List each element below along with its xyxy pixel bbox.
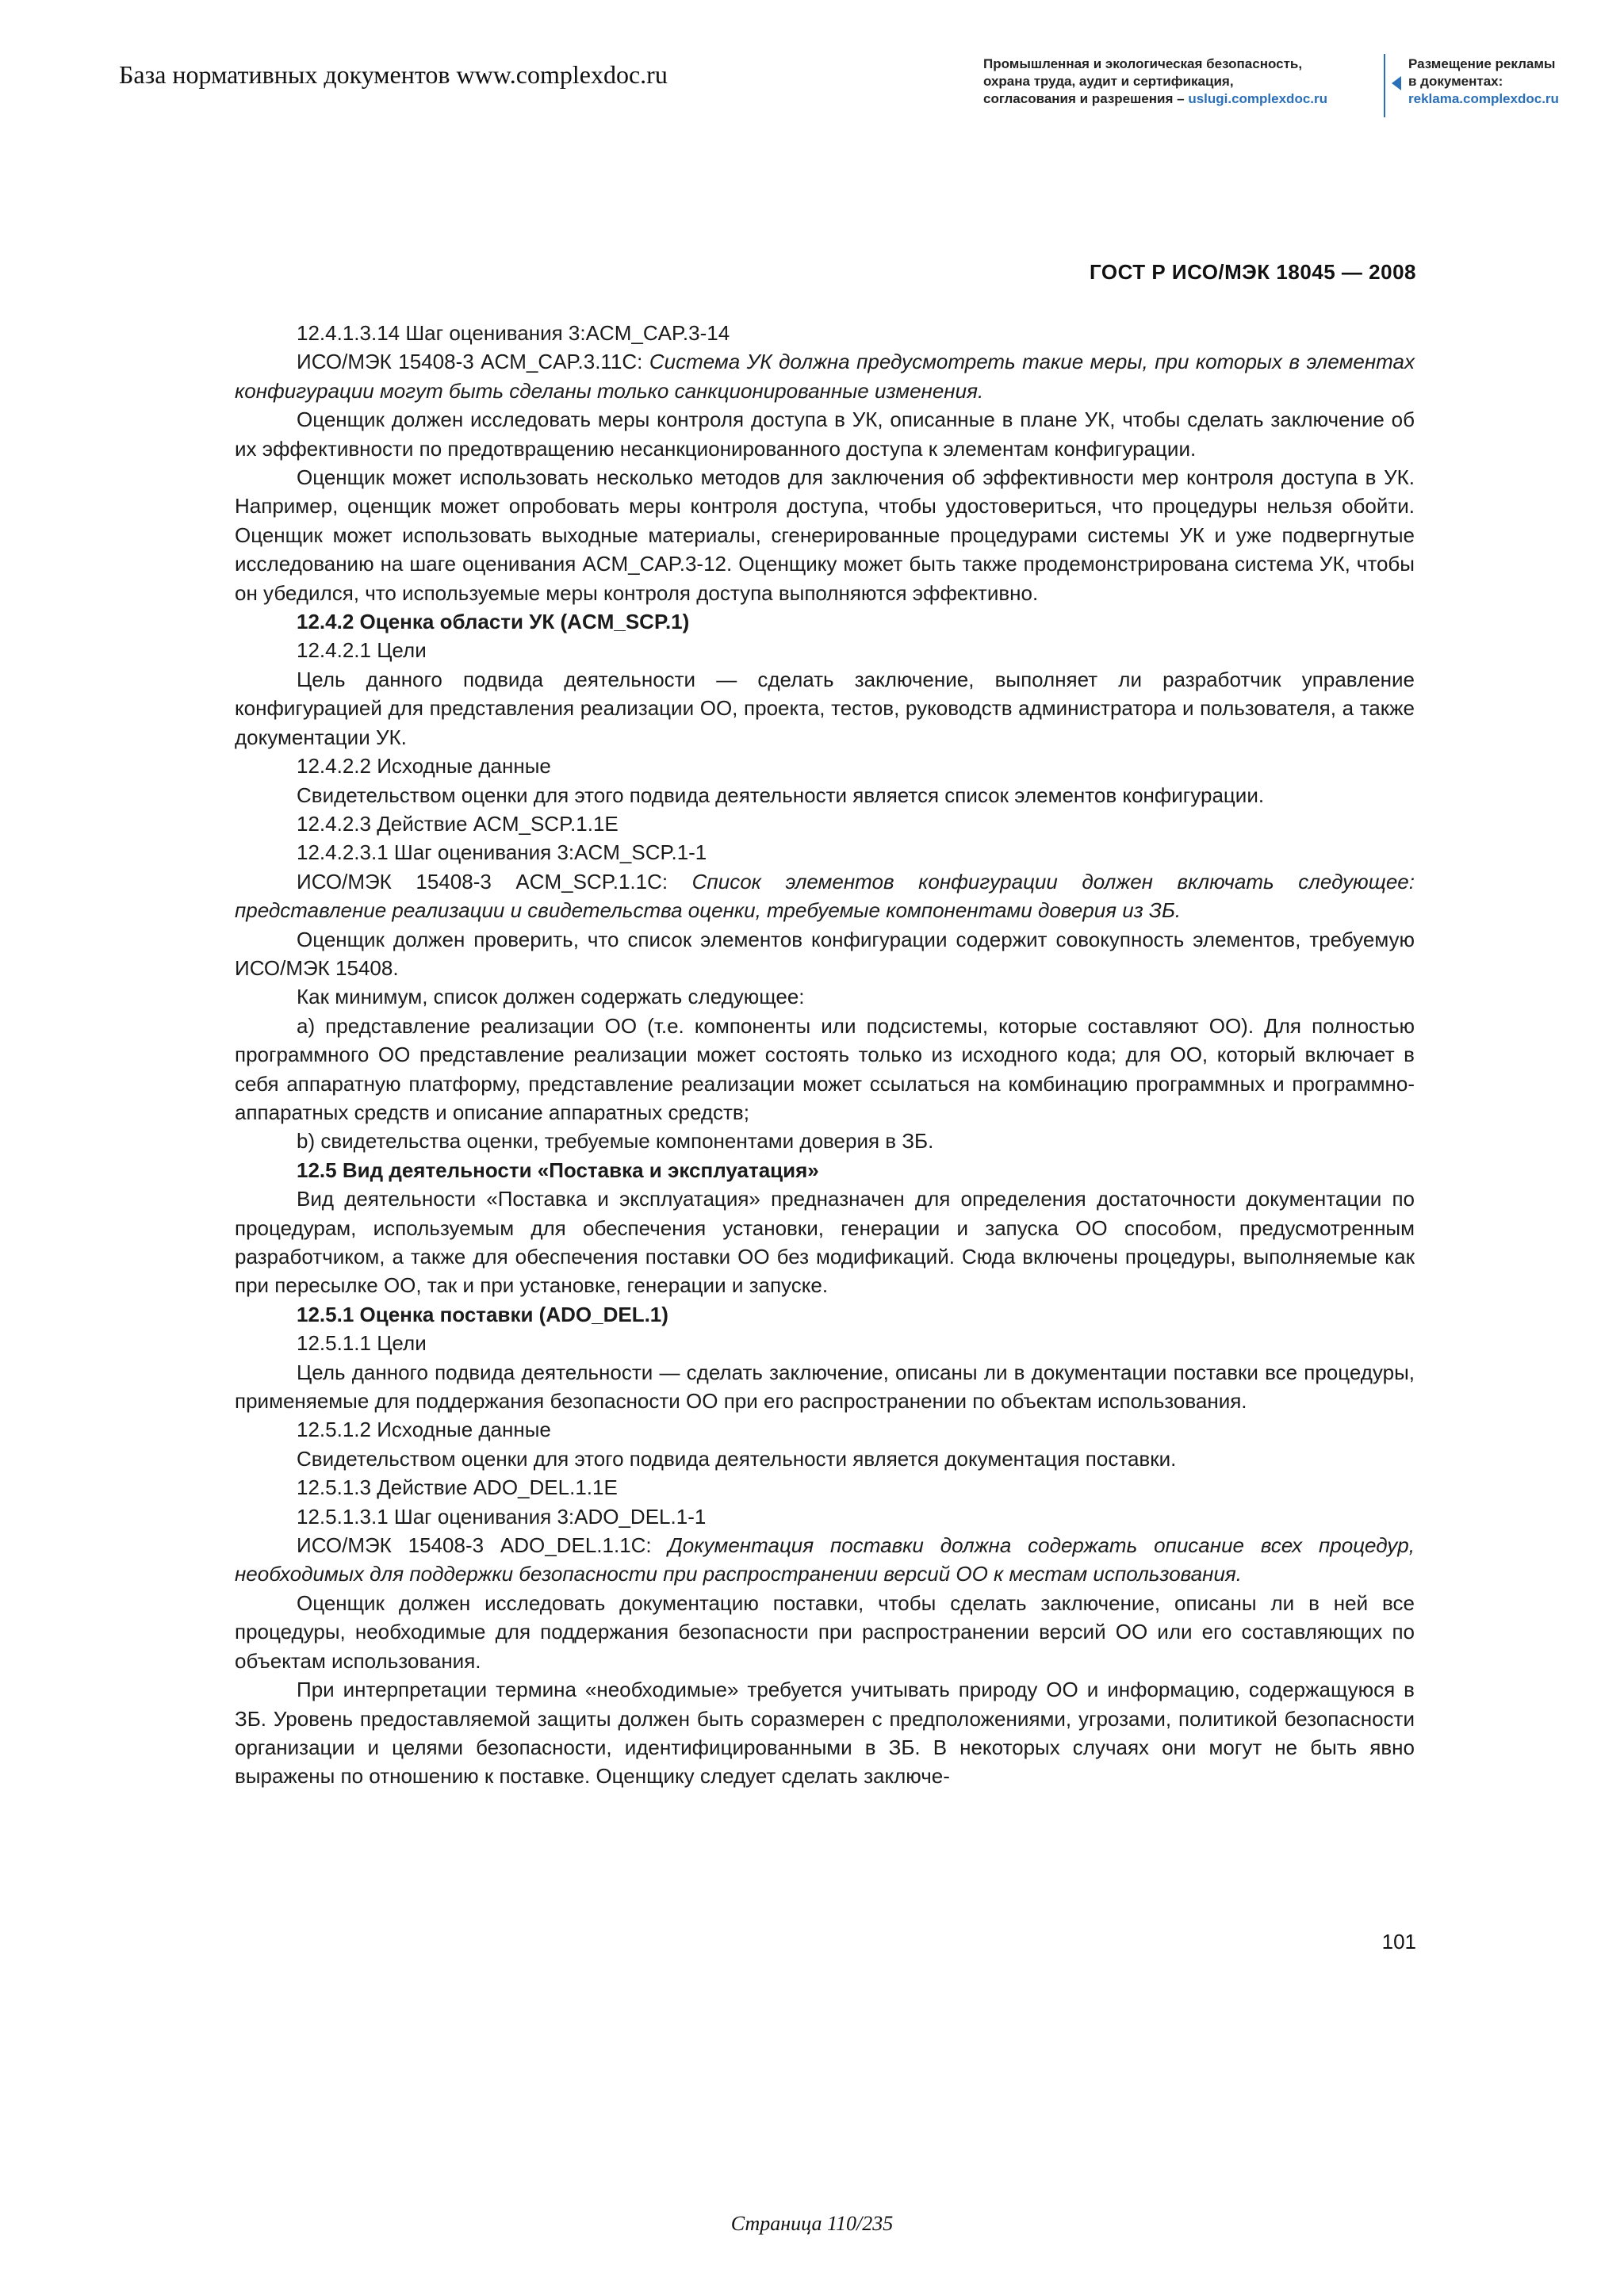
paragraph: 12.5.1.2 Исходные данные (297, 1418, 551, 1442)
requirement-ref: ИСО/МЭК 15408-3 ACM_SCP.1.1C: (297, 869, 692, 894)
promo-line-text: согласования и разрешения – (983, 91, 1189, 106)
paragraph: Свидетельством оценки для этого подвида деятельности является список элементов конфигурации. (297, 783, 1265, 807)
paragraph: Оценщик должен исследовать меры контроля доступа в УК, описанные в плане УК, чтобы сделать заключение об их эффективности по предотвращению несанкционированного доступа к элементам конфигурации. (235, 408, 1415, 461)
requirement-ref: ИСО/МЭК 15408-3 ACM_CAP.3.11C: (297, 350, 649, 374)
section-heading: 12.5 Вид деятельности «Поставка и эксплуатация» (297, 1158, 819, 1182)
paragraph (235, 867, 1415, 925)
advertising-promo (1408, 55, 1607, 108)
promo-line: охрана труда, аудит и сертификация, (983, 74, 1234, 89)
requirement-text: Документация поставки должна содержать описание всех процедур, необходимых для поддержки безопасности при распространении версий ОО к местам использования. (235, 1533, 1415, 1586)
arrow-left-icon (1392, 76, 1401, 90)
paragraph: Оценщик должен исследовать документацию поставки, чтобы сделать заключение, описаны ли в ней все процедуры, необходимые для поддержания безопасности при распространении версий ОО или его составляющих по объектам использования. (235, 1590, 1415, 1673)
paragraph: Вид деятельности «Поставка и эксплуатация» предназначен для определения достаточности документации по процедурам, используемым для обеспечения установки, генерации и запуска ОО способом, предусмотренным разработчиком, а также для обеспечения поставки ОО без модификаций. Сюда включены процедуры, выполняемые как при пересылке ОО, так и при установке, генерации и запуске. (235, 1187, 1415, 1298)
paragraph: 12.5.1.3 Действие ADO_DEL.1.1E (297, 1475, 618, 1500)
advertising-link[interactable]: reklama.complexdoc.ru (1408, 91, 1559, 106)
banner-divider (1384, 54, 1385, 117)
section-heading: 12.4.2 Оценка области УК (ACM_SCP.1) (297, 610, 690, 634)
paragraph: Цель данного подвида деятельности — сделать заключение, выполняет ли разработчик управление конфигурацией для представления реализации ОО, проекта, тестов, руководств администратора и пользователя, а также документации УК. (235, 667, 1415, 749)
paragraph: Оценщик может использовать несколько методов для заключения об эффективности мер контроля доступа в УК. Например, оценщик может опробовать меры контроля доступа, чтобы удостовериться, что процедуры нельзя обойти. Оценщик может использовать выходные материалы, сгенерированные процедурами системы УК и уже подвергнутые исследованию на шаге оценивания ACM_CAP.3-12. Оценщику может быть также продемонстрирована система УК, чтобы он убедился, что используемые меры контроля доступа выполняются эффективно. (235, 465, 1415, 605)
paragraph: 12.5.1.3.1 Шаг оценивания 3:ADO_DEL.1-1 (297, 1504, 707, 1529)
page-footer: Страница 110/235 (730, 2212, 894, 2235)
requirement-ref: ИСО/МЭК 15408-3 ADO_DEL.1.1C: (297, 1533, 668, 1558)
services-promo (983, 55, 1356, 108)
paragraph: a) представление реализации ОО (т.е. компоненты или подсистемы, которые составляют ОО). Для полностью программного ОО представление реализации может состоять только из исходного кода; для ОО, который включает в себя аппаратную платформу, представление реализации может ссылаться на комбинацию программных и программно-аппаратных средств и описание аппаратных средств; (235, 1013, 1415, 1124)
paragraph: Свидетельством оценки для этого подвида деятельности является документация поставки. (297, 1446, 1177, 1471)
paragraph (235, 1531, 1415, 1589)
paragraph: При интерпретации термина «необходимые» требуется учитывать природу ОО и информацию, содержащуюся в ЗБ. Уровень предоставляемой защиты должен быть соразмерен с предположениями, угрозами, политикой безопасности организации и целями безопасности, идентифицированными в ЗБ. В некоторых случаях они могут не быть явно выражены по отношению к поставке. Оценщику следует сделать заключе- (235, 1678, 1415, 1789)
paragraph: 12.4.1.3.14 Шаг оценивания 3:ACM_CAP.3-14 (297, 321, 730, 345)
site-title: База нормативных документов www.complexdoc.ru (119, 60, 668, 89)
paragraph: 12.4.2.1 Цели (297, 638, 427, 663)
services-link[interactable]: uslugi.complexdoc.ru (1188, 91, 1328, 106)
ad-line: Размещение рекламы (1408, 56, 1556, 71)
document-body (235, 319, 1415, 1791)
requirement-text: Система УК должна предусмотреть такие меры, при которых в элементах конфигурации могут быть сделаны только санкционированные изменения. (235, 350, 1415, 403)
promo-line (983, 90, 1356, 108)
paragraph: 12.4.2.2 Исходные данные (297, 754, 551, 779)
ad-line: в документах: (1408, 74, 1503, 89)
document-header: ГОСТ Р ИСО/МЭК 18045 — 2008 (1089, 260, 1416, 284)
paragraph: Как минимум, список должен содержать следующее: (297, 985, 805, 1009)
paragraph: Оценщик должен проверить, что список элементов конфигурации содержит совокупность элементов, требуемую ИСО/МЭК 15408. (235, 927, 1415, 980)
requirement-text: Список элементов конфигурации должен включать следующее: представление реализации и свидетельства оценки, требуемые компонентами доверия из ЗБ. (235, 869, 1415, 923)
paragraph: 12.4.2.3 Действие ACM_SCP.1.1E (297, 811, 619, 836)
page-number: 101 (1381, 1930, 1416, 1954)
paragraph: b) свидетельства оценки, требуемые компонентами доверия в ЗБ. (297, 1129, 934, 1154)
site-banner (0, 0, 1624, 159)
paragraph: 12.4.2.3.1 Шаг оценивания 3:ACM_SCP.1-1 (297, 840, 707, 865)
promo-line: Промышленная и экологическая безопасность, (983, 56, 1303, 71)
paragraph (235, 347, 1415, 405)
paragraph: 12.5.1.1 Цели (297, 1331, 427, 1356)
paragraph: Цель данного подвида деятельности — сделать заключение, описаны ли в документации поставки все процедуры, применяемые для поддержания безопасности ОО при его распространении по объектам использования. (235, 1360, 1415, 1414)
section-heading: 12.5.1 Оценка поставки (ADO_DEL.1) (297, 1302, 668, 1326)
